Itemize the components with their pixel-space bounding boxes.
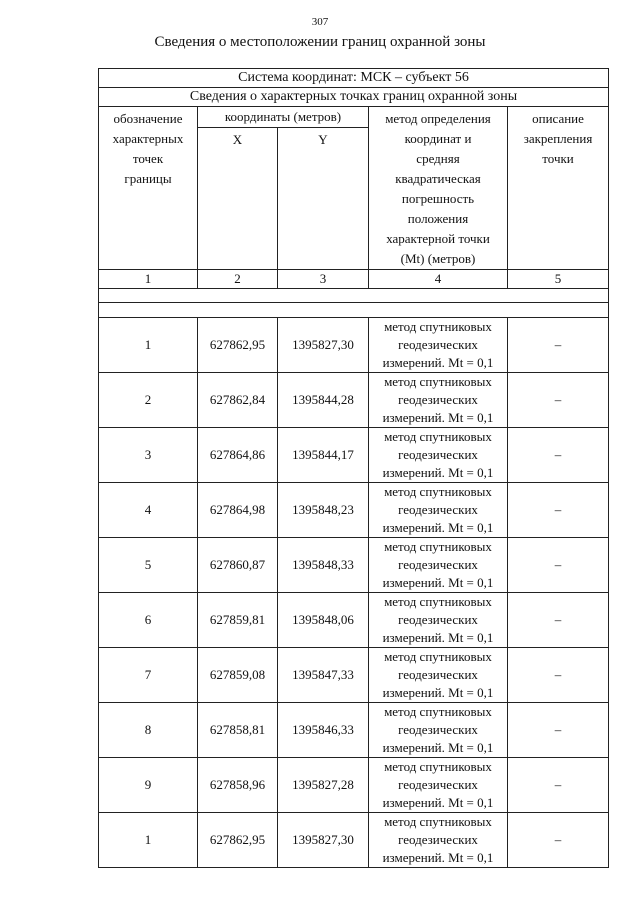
x-cell: 627858,96 <box>198 758 278 813</box>
table-row <box>99 703 609 758</box>
method-line: геодезических <box>398 832 478 847</box>
header-point-designation <box>99 107 198 270</box>
header-description-line: закрепления <box>523 131 593 146</box>
column-number: 3 <box>278 270 369 289</box>
method-line: метод спутниковых <box>384 704 492 719</box>
header-method-line: метод определения <box>385 111 491 126</box>
header-method-line: (Mt) (метров) <box>400 251 476 266</box>
table-row <box>99 428 609 483</box>
point-cell: 1 <box>99 813 198 868</box>
y-cell: 1395844,28 <box>278 373 369 428</box>
method-line: метод спутниковых <box>384 759 492 774</box>
description-cell: – <box>508 758 609 813</box>
y-cell: 1395844,17 <box>278 428 369 483</box>
method-line: метод спутниковых <box>384 594 492 609</box>
spacer-row <box>99 303 609 318</box>
method-line: измерений. Mt = 0,1 <box>382 410 494 425</box>
method-line: метод спутниковых <box>384 814 492 829</box>
method-cell <box>369 373 508 428</box>
header-method-line: характерной точки <box>386 231 490 246</box>
method-line: метод спутниковых <box>384 484 492 499</box>
method-line: метод спутниковых <box>384 539 492 554</box>
method-line: измерений. Mt = 0,1 <box>382 740 494 755</box>
method-cell <box>369 538 508 593</box>
y-cell: 1395848,33 <box>278 538 369 593</box>
table-row <box>99 593 609 648</box>
y-cell: 1395827,30 <box>278 318 369 373</box>
point-cell: 3 <box>99 428 198 483</box>
method-line: измерений. Mt = 0,1 <box>382 465 494 480</box>
x-cell: 627862,95 <box>198 813 278 868</box>
method-line: геодезических <box>398 447 478 462</box>
x-cell: 627862,95 <box>198 318 278 373</box>
header-coordinates: координаты (метров) <box>198 107 369 128</box>
x-cell: 627859,81 <box>198 593 278 648</box>
header-x: X <box>198 128 278 270</box>
x-cell: 627864,98 <box>198 483 278 538</box>
description-cell: – <box>508 538 609 593</box>
method-line: геодезических <box>398 722 478 737</box>
description-cell: – <box>508 428 609 483</box>
description-cell: – <box>508 648 609 703</box>
header-method <box>369 107 508 270</box>
header-method-line: средняя <box>416 151 460 166</box>
y-cell: 1395848,06 <box>278 593 369 648</box>
method-cell <box>369 318 508 373</box>
y-cell: 1395827,30 <box>278 813 369 868</box>
table-row <box>99 813 609 868</box>
x-cell: 627859,08 <box>198 648 278 703</box>
description-cell: – <box>508 593 609 648</box>
description-cell: – <box>508 318 609 373</box>
method-line: геодезических <box>398 337 478 352</box>
coordinate-system-label: Система координат: МСК – субъект 56 <box>99 69 609 88</box>
header-method-line: погрешность <box>401 191 475 206</box>
spacer-row <box>99 289 609 303</box>
point-cell: 9 <box>99 758 198 813</box>
header-point-line: границы <box>124 171 172 186</box>
header-description-line: описание <box>532 111 584 126</box>
header-description <box>508 107 609 270</box>
header-method-line: координат и <box>404 131 472 146</box>
x-cell: 627862,84 <box>198 373 278 428</box>
method-line: метод спутниковых <box>384 374 492 389</box>
header-point-line: точек <box>132 151 164 166</box>
method-cell <box>369 428 508 483</box>
header-y: Y <box>278 128 369 270</box>
header-method-line: квадратическая <box>395 171 481 186</box>
point-cell: 8 <box>99 703 198 758</box>
page-number: 307 <box>311 16 329 28</box>
x-cell: 627864,86 <box>198 428 278 483</box>
method-line: геодезических <box>398 557 478 572</box>
table-row <box>99 373 609 428</box>
point-cell: 4 <box>99 483 198 538</box>
method-line: геодезических <box>398 777 478 792</box>
table-row <box>99 483 609 538</box>
table-row <box>99 758 609 813</box>
y-cell: 1395846,33 <box>278 703 369 758</box>
table-row <box>99 648 609 703</box>
method-line: измерений. Mt = 0,1 <box>382 630 494 645</box>
method-cell <box>369 593 508 648</box>
description-cell: – <box>508 813 609 868</box>
column-number: 2 <box>198 270 278 289</box>
point-cell: 2 <box>99 373 198 428</box>
point-cell: 7 <box>99 648 198 703</box>
method-line: метод спутниковых <box>384 649 492 664</box>
point-cell: 1 <box>99 318 198 373</box>
method-line: геодезических <box>398 612 478 627</box>
x-cell: 627858,81 <box>198 703 278 758</box>
method-line: геодезических <box>398 392 478 407</box>
method-cell <box>369 483 508 538</box>
method-cell <box>369 813 508 868</box>
method-line: метод спутниковых <box>384 319 492 334</box>
method-line: измерений. Mt = 0,1 <box>382 685 494 700</box>
document-title: Сведения о местоположении границ охранной зоны <box>154 34 486 50</box>
header-method-line: положения <box>407 211 469 226</box>
header-description-line: точки <box>542 151 574 166</box>
y-cell: 1395847,33 <box>278 648 369 703</box>
header-point-line: обозначение <box>113 111 183 126</box>
method-line: измерений. Mt = 0,1 <box>382 795 494 810</box>
coordinates-table <box>98 68 609 868</box>
column-number: 1 <box>99 270 198 289</box>
column-number: 4 <box>369 270 508 289</box>
point-cell: 5 <box>99 538 198 593</box>
method-line: метод спутниковых <box>384 429 492 444</box>
table-row <box>99 318 609 373</box>
table-row <box>99 538 609 593</box>
x-cell: 627860,87 <box>198 538 278 593</box>
method-line: измерений. Mt = 0,1 <box>382 850 494 865</box>
method-cell <box>369 703 508 758</box>
section-label: Сведения о характерных точках границ охранной зоны <box>99 88 609 107</box>
y-cell: 1395827,28 <box>278 758 369 813</box>
method-cell <box>369 758 508 813</box>
method-line: измерений. Mt = 0,1 <box>382 575 494 590</box>
method-cell <box>369 648 508 703</box>
column-number: 5 <box>508 270 609 289</box>
description-cell: – <box>508 483 609 538</box>
point-cell: 6 <box>99 593 198 648</box>
description-cell: – <box>508 703 609 758</box>
method-line: измерений. Mt = 0,1 <box>382 355 494 370</box>
method-line: геодезических <box>398 502 478 517</box>
header-point-line: характерных <box>112 131 184 146</box>
y-cell: 1395848,23 <box>278 483 369 538</box>
method-line: измерений. Mt = 0,1 <box>382 520 494 535</box>
description-cell: – <box>508 373 609 428</box>
method-line: геодезических <box>398 667 478 682</box>
